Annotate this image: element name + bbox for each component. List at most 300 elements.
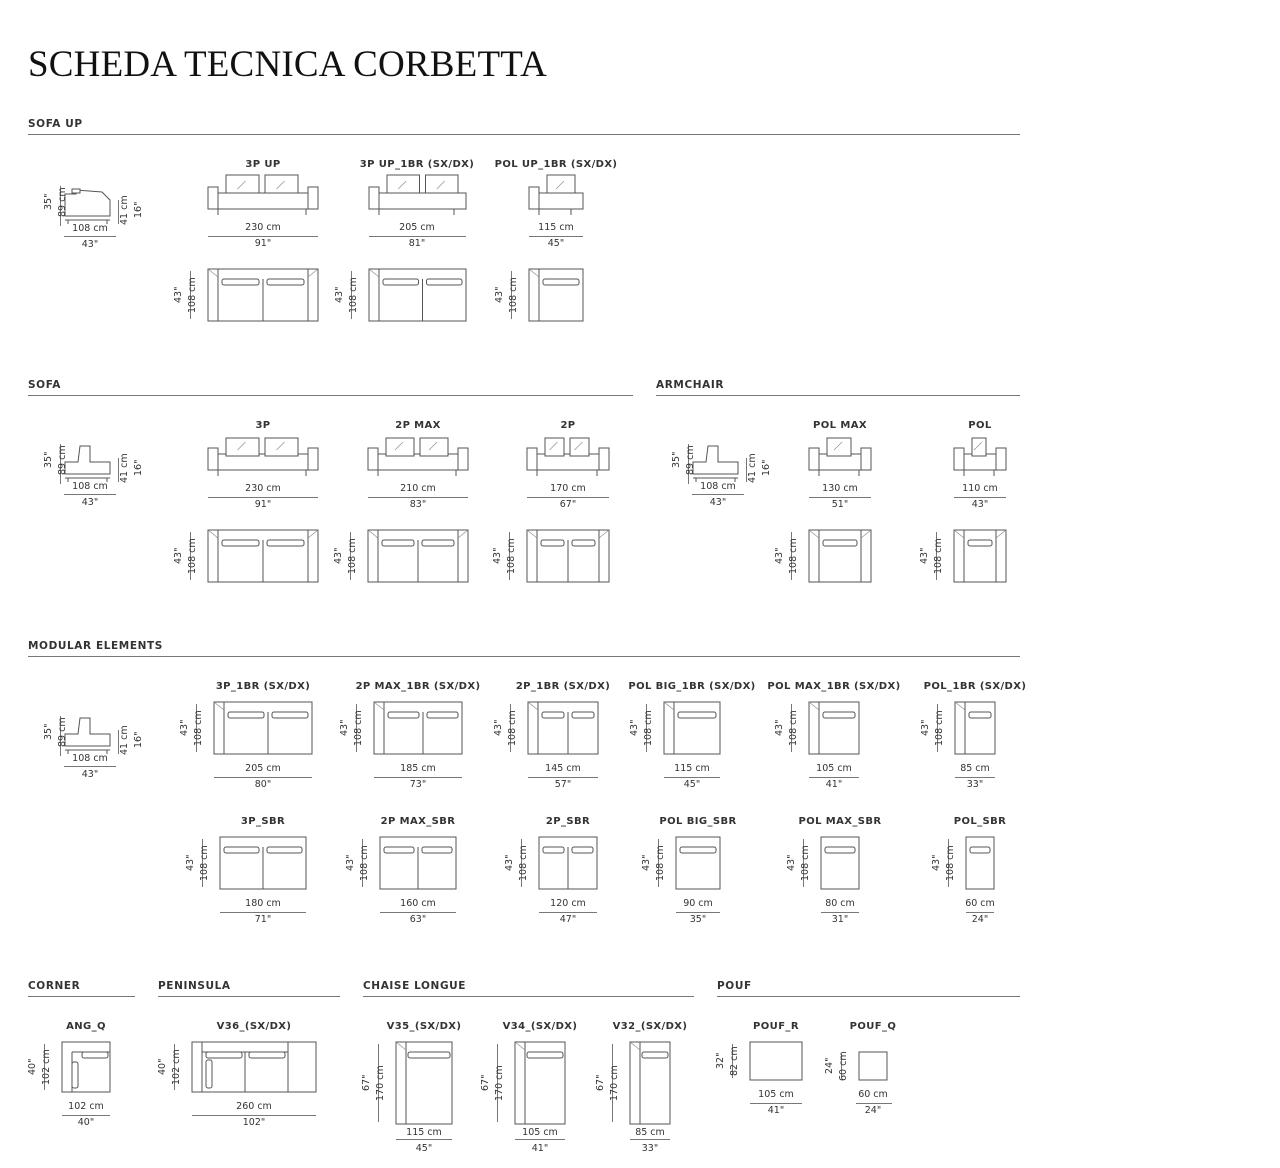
width-cm: 230 cm [245,483,281,494]
width-cm: 115 cm [674,763,710,774]
back-cushion [222,279,259,285]
back-cushion [970,847,990,853]
depth-inches: 43" [774,547,785,564]
front-view-drawing [368,436,468,478]
page-title: SCHEDA TECNICA CORBETTA [28,44,548,85]
dimension-line [62,1115,110,1116]
width-inches: 41" [825,779,843,790]
depth-cm: 108 cm [199,845,210,881]
front-view-drawing [208,175,318,217]
depth-cm: 108 cm [643,710,654,746]
depth-cm: 108 cm [700,481,736,492]
dimension-line [966,912,994,913]
back-cushion [408,1052,450,1058]
section-modular-elements: MODULAR ELEMENTS [28,640,1020,657]
item-name: 3P UP [245,159,281,170]
depth-cm: 170 cm [494,1065,505,1101]
depth-cm: 108 cm [655,845,666,881]
back-cushion [420,438,448,456]
depth-cm: 102 cm [171,1049,182,1085]
height-inches: 35" [43,723,54,740]
plan-view-drawing [664,702,720,754]
item-name: POL_SBR [953,816,1007,827]
seat-height-cm: 41 cm [119,453,130,483]
depth-inches: 43" [494,286,505,303]
width-inches: 24" [971,914,989,925]
height-inches: 35" [43,451,54,468]
section-corner: CORNER [28,980,135,997]
depth-inches: 43" [345,854,356,871]
depth-inches: 43" [493,719,504,736]
item-name: V34_(SX/DX) [502,1021,578,1032]
width-cm: 110 cm [962,483,998,494]
section-pouf: POUF [717,980,1020,997]
width-cm: 210 cm [400,483,436,494]
width-inches: 91" [254,238,272,249]
section-sofa-up: SOFA UP [28,118,1020,135]
plan-view-drawing [539,837,597,889]
width-inches: 51" [831,499,849,510]
back-cushion [384,847,414,853]
back-cushion [545,438,564,456]
back-cushion [680,847,716,853]
dimension-line [539,912,597,913]
dimension-line [676,912,720,913]
seat-base [527,454,609,470]
width-cm: 85 cm [960,763,990,774]
armrest [208,448,218,470]
depth-inches: 43" [641,854,652,871]
back-cushion [382,540,414,546]
width-inches: 40" [77,1117,95,1128]
width-cm: 60 cm [965,898,995,909]
depth-inches: 43" [333,547,344,564]
width-inches: 24" [864,1105,882,1116]
item-name: POL BIG_1BR (SX/DX) [628,681,756,692]
item-name: POUF_R [753,1021,799,1032]
section-sofa: SOFA [28,379,633,396]
depth-inches: 43" [504,854,515,871]
armrest [369,187,379,209]
item-name: 2P [560,420,576,431]
plan-outline [954,530,1006,582]
depth-cm: 108 cm [187,277,198,313]
height-cm: 89 cm [57,187,68,217]
width-cm: 160 cm [400,898,436,909]
item-name: POL MAX [813,420,867,431]
depth-inches: 67" [595,1074,606,1091]
depth-inches: 43" [179,719,190,736]
section-armchair: ARMCHAIR [656,379,1020,396]
width-cm: 260 cm [236,1101,272,1112]
depth-inches: 43" [774,719,785,736]
dimension-line [208,236,318,237]
width-inches: 47" [559,914,577,925]
back-cushion [206,1052,242,1058]
plan-outline [821,837,859,889]
plan-outline [859,1052,887,1080]
height-cm: 89 cm [57,445,68,475]
seat-base [369,193,466,209]
depth-cm: 108 cm [72,223,108,234]
width-inches: 43" [971,499,989,510]
width-inches: 45" [547,238,565,249]
back-cushion [543,279,579,285]
depth-cm: 108 cm [353,710,364,746]
depth-cm: 108 cm [934,710,945,746]
depth-inches: 43" [339,719,350,736]
depth-cm: 170 cm [609,1065,620,1101]
back-cushion [228,712,264,718]
back-cushion [827,438,851,456]
front-view-drawing [208,436,318,478]
depth-inches: 43" [185,854,196,871]
seat-height-cm: 41 cm [119,195,130,225]
plan-view-drawing [528,702,598,754]
back-cushion [224,847,259,853]
back-cushion [642,1052,668,1058]
depth-cm: 108 cm [347,277,359,313]
back-cushion [222,540,259,546]
dimension-line [368,497,468,498]
width-inches: 57" [554,779,572,790]
depth-inches: 43" [709,497,727,508]
depth-inches: 43" [629,719,640,736]
dimension-line [630,1139,670,1140]
dimension-line [64,766,116,767]
item-name: 2P_SBR [545,816,591,827]
section-chaise-longue: CHAISE LONGUE [363,980,694,997]
depth-inches: 43" [333,286,345,303]
item-name: 2P MAX_1BR (SX/DX) [355,681,481,692]
plan-view-drawing [955,702,995,754]
depth-inches: 67" [480,1074,491,1091]
plan-view-drawing [954,530,1006,582]
item-name: V35_(SX/DX) [386,1021,462,1032]
dimension-line [821,912,859,913]
width-inches: 67" [559,499,577,510]
width-cm: 180 cm [245,898,281,909]
dimension-line [369,236,466,237]
plan-view-drawing [220,837,306,889]
depth-cm: 108 cm [193,710,204,746]
back-cushion [969,712,991,718]
back-cushion [572,712,594,718]
plan-view-drawing [676,837,720,889]
width-cm: 120 cm [550,898,586,909]
width-inches: 83" [409,499,427,510]
section-peninsula: PENINSULA [158,980,340,997]
back-cushion [825,847,855,853]
dimension-line [529,236,583,237]
item-name: POL BIG_SBR [659,816,737,827]
back-cushion [570,438,589,456]
width-cm: 145 cm [545,763,581,774]
depth-cm: 108 cm [788,710,799,746]
width-cm: 85 cm [635,1127,665,1138]
item-name: 2P MAX_SBR [380,816,456,827]
item-name: 3P_1BR (SX/DX) [215,681,311,692]
depth-cm: 108 cm [187,538,198,574]
depth-cm: 102 cm [41,1049,52,1085]
width-inches: 45" [683,779,701,790]
back-cushion [572,540,595,546]
depth-inches: 43" [173,547,184,564]
height-inches: 35" [671,451,682,468]
profile-body [693,446,738,474]
item-name: POL MAX_1BR (SX/DX) [767,681,901,692]
armrest [308,448,318,470]
plan-view-drawing [368,530,468,582]
front-view-drawing [369,175,466,217]
depth-cm: 108 cm [788,538,799,574]
depth-inches: 67" [361,1074,372,1091]
item-name: 3P_SBR [240,816,286,827]
width-cm: 105 cm [758,1089,794,1100]
dimension-line [955,777,995,778]
profile-body [65,718,110,746]
dimension-line [192,1115,316,1116]
depth-inches: 32" [715,1052,726,1069]
dimension-line [214,777,312,778]
depth-cm: 108 cm [347,538,358,574]
width-inches: 35" [689,914,707,925]
back-cushion [272,712,308,718]
profile-body [65,446,110,474]
plan-outline [369,269,466,321]
width-inches: 91" [254,499,272,510]
width-cm: 205 cm [245,763,281,774]
back-cushion [543,847,564,853]
back-cushion [226,438,259,456]
plan-view-drawing [821,837,859,889]
back-cushion [972,438,986,456]
back-cushion [426,279,462,285]
back-cushion [267,540,304,546]
back-cushion [542,712,564,718]
pouf-plan-drawing [750,1042,802,1080]
item-name: 2P_1BR (SX/DX) [515,681,611,692]
width-inches: 31" [831,914,849,925]
back-cushion [422,847,452,853]
front-view-drawing [809,436,871,478]
dimension-line [664,777,720,778]
depth-cm: 108 cm [508,277,519,313]
width-inches: 41" [531,1143,549,1154]
back-cushion [383,279,419,285]
seat-height-cm: 41 cm [119,725,130,755]
dimension-line [528,777,598,778]
depth-cm: 108 cm [933,538,944,574]
plan-outline [750,1042,802,1080]
armrest [861,448,871,470]
pouf-plan-drawing [859,1052,887,1080]
dimension-line [856,1103,892,1104]
dimension-line [954,497,1006,498]
plan-view-drawing [369,269,466,321]
height-inches: 35" [43,193,54,210]
width-cm: 102 cm [68,1101,104,1112]
back-cushion [249,1052,285,1058]
armrest [527,448,537,470]
plan-view-drawing [208,530,318,582]
back-cushion [422,540,454,546]
dimension-line [809,497,871,498]
item-name: 3P [255,420,271,431]
width-cm: 105 cm [522,1127,558,1138]
back-cushion [82,1052,108,1058]
dimension-line [750,1103,802,1104]
item-name: ANG_Q [66,1021,106,1032]
dimension-line [380,912,456,913]
item-name: 2P MAX [395,420,441,431]
item-name: V36_(SX/DX) [216,1021,292,1032]
dimension-line [64,236,116,237]
armrest [954,448,964,470]
width-cm: 230 cm [245,222,281,233]
plan-outline [955,702,995,754]
item-name: POL MAX_SBR [798,816,882,827]
depth-cm: 108 cm [945,845,956,881]
width-inches: 63" [409,914,427,925]
depth-cm: 108 cm [72,481,108,492]
dimension-line [515,1139,565,1140]
back-cushion [265,438,298,456]
armrest [529,187,539,209]
width-inches: 81" [408,238,426,249]
plan-outline [966,837,994,889]
depth-inches: 43" [81,769,99,780]
plan-view-drawing [380,837,456,889]
back-cushion [386,438,414,456]
back-cushion [388,712,419,718]
back-cushion [541,540,564,546]
back-cushion [427,712,458,718]
front-view-drawing [527,436,609,478]
seat-base [208,454,318,470]
width-cm: 170 cm [550,483,586,494]
armrest [809,448,819,470]
width-cm: 80 cm [825,898,855,909]
back-cushion [968,540,992,546]
depth-inches: 43" [786,854,797,871]
plan-outline [676,837,720,889]
depth-cm: 82 cm [729,1046,740,1076]
depth-inches: 43" [492,547,503,564]
back-cushion [572,847,593,853]
side-cushion [206,1060,212,1088]
width-cm: 205 cm [399,222,435,233]
armrest [208,187,218,209]
front-view-drawing [954,436,1006,478]
back-cushion [678,712,716,718]
back-cushion [527,1052,563,1058]
plan-view-drawing [527,530,609,582]
plan-view-drawing [966,837,994,889]
depth-cm: 108 cm [72,753,108,764]
plan-view-drawing [208,269,318,321]
width-inches: 80" [254,779,272,790]
depth-inches: 43" [920,719,931,736]
plan-outline [664,702,720,754]
item-name: POL_1BR (SX/DX) [923,681,1027,692]
dimension-line [527,497,609,498]
width-inches: 73" [409,779,427,790]
width-cm: 90 cm [683,898,713,909]
plan-view-drawing [214,702,312,754]
depth-cm: 170 cm [375,1065,386,1101]
depth-inches: 43" [81,239,99,250]
back-cushion [267,279,304,285]
armrest [368,448,378,470]
plan-outline [809,702,859,754]
item-name: 3P UP_1BR (SX/DX) [359,159,475,170]
seat-height-inches: 16" [761,459,772,476]
depth-inches: 40" [27,1058,38,1075]
armrest [599,448,609,470]
depth-cm: 108 cm [518,845,529,881]
profile-back [72,189,80,193]
corner-plan-drawing [62,1042,110,1092]
depth-inches: 43" [931,854,942,871]
plan-view-drawing [374,702,462,754]
plan-outline [374,702,462,754]
back-cushion [823,712,855,718]
height-cm: 89 cm [57,717,68,747]
chaise-plan-drawing [515,1042,565,1124]
item-name: POL UP_1BR (SX/DX) [494,159,618,170]
seat-base [208,193,318,209]
dimension-line [64,494,116,495]
width-inches: 33" [641,1143,659,1154]
seat-base [368,454,468,470]
item-name: V32_(SX/DX) [612,1021,688,1032]
dimension-line [374,777,462,778]
chaise-plan-drawing [630,1042,670,1124]
width-cm: 130 cm [822,483,858,494]
item-name: POL [968,420,992,431]
depth-inches: 43" [173,286,184,303]
peninsula-plan-drawing [192,1042,316,1092]
armrest [458,448,468,470]
plan-view-drawing [809,530,871,582]
width-inches: 41" [767,1105,785,1116]
width-cm: 105 cm [816,763,852,774]
armrest [996,448,1006,470]
dimension-line [220,912,306,913]
depth-inches: 43" [919,547,930,564]
width-cm: 185 cm [400,763,436,774]
seat-height-inches: 16" [133,201,144,218]
width-inches: 45" [415,1143,433,1154]
depth-cm: 60 cm [838,1051,849,1081]
plan-outline [62,1042,110,1092]
width-cm: 115 cm [406,1127,442,1138]
plan-view-drawing [529,269,583,321]
dimension-line [809,777,859,778]
width-inches: 33" [966,779,984,790]
depth-cm: 108 cm [506,538,517,574]
profile-body [65,190,110,216]
depth-inches: 24" [824,1057,835,1074]
seat-height-cm: 41 cm [747,453,758,483]
back-cushion [72,1062,78,1088]
seat-height-inches: 16" [133,459,144,476]
depth-cm: 108 cm [507,710,518,746]
seat-height-inches: 16" [133,731,144,748]
back-cushion [267,847,302,853]
dimension-line [396,1139,452,1140]
